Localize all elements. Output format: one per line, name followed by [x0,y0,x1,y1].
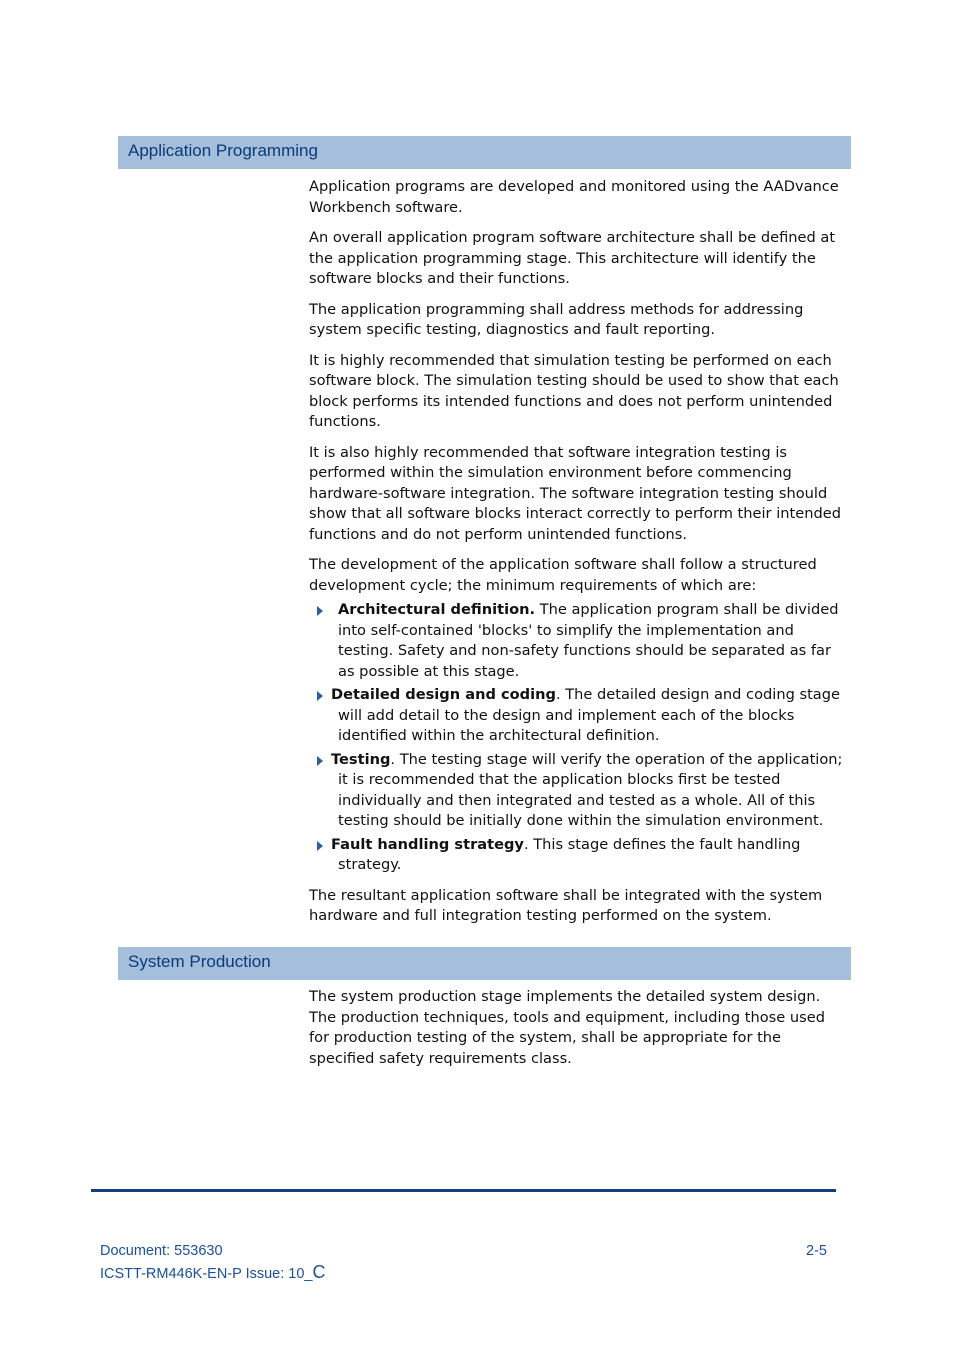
paragraph: It is also highly recommended that software integration testing is performed within the simulation environment before commencing hardware-software integration. The software integration testing should show that all software blocks interact correctly to perform their intended functions and do not perform unintended functions. [309,443,841,543]
document-number: Document: 553630 [100,1243,223,1259]
section-heading-system-production: System Production [118,947,851,980]
application-programming-body [309,177,849,937]
bullet-text: . The detailed design and coding stage will add detail to the design and implement each of the blocks identified within the architectural definition. [338,686,840,744]
page-number: 2-5 [806,1243,827,1259]
bullet-triangle-icon [317,841,323,851]
bullet-triangle-icon [317,756,323,766]
paragraph: The resultant application software shall be integrated with the system hardware and full integration testing performed on the system. [309,886,823,924]
paragraph: The development of the application software shall follow a structured development cycle; the minimum requirements of which are: [309,556,817,594]
development-cycle-list [309,600,849,876]
paragraph: The system production stage implements the detailed system design. The production techniques, tools and equipment, including those used for production testing of the system, shall be appropriate for the specified safety requirements class. [309,988,825,1067]
section-heading-application-programming: Application Programming [118,136,851,169]
bullet-triangle-icon [317,691,323,701]
bullet-triangle-icon [317,606,323,616]
list-item [309,685,849,747]
bullet-text: . The testing stage will verify the operation of the application; it is recommended that the application blocks first be tested individually and then integrated and tested as a whole. All of this testing should be initially done within the simulation environment. [338,750,843,829]
list-item [309,600,849,682]
bullet-term: Testing [331,750,391,768]
bullet-term: Fault handling strategy [331,835,524,853]
issue-prefix: ICSTT-RM446K-EN-P Issue: 10_ [100,1266,313,1282]
footer [100,1241,827,1285]
bullet-term: Architectural definition. [338,601,536,618]
issue-number [100,1262,827,1285]
paragraph: Application programs are developed and monitored using the AADvance Workbench software. [309,178,839,216]
list-item [309,750,849,832]
issue-suffix: C [312,1262,326,1282]
bullet-text: The application program shall be divided into self-contained 'blocks' to simplify the implementation and testing. Safety and non-safety functions should be separated as far as possible at this stage. [338,601,839,680]
system-production-body [309,987,849,1079]
paragraph: The application programming shall address methods for addressing system specific testing, diagnostics and fault reporting. [309,300,804,338]
paragraph: It is highly recommended that simulation testing be performed on each software block. The simulation testing should be used to show that each block performs its intended functions and does not perform unintended functions. [309,351,839,430]
bullet-text: . This stage defines the fault handling strategy. [338,835,801,873]
footer-divider [91,1189,836,1192]
bullet-term: Detailed design and coding [331,686,556,703]
paragraph: An overall application program software architecture shall be defined at the application programming stage. This architecture will identify the software blocks and their functions. [309,229,836,287]
list-item [309,835,849,876]
